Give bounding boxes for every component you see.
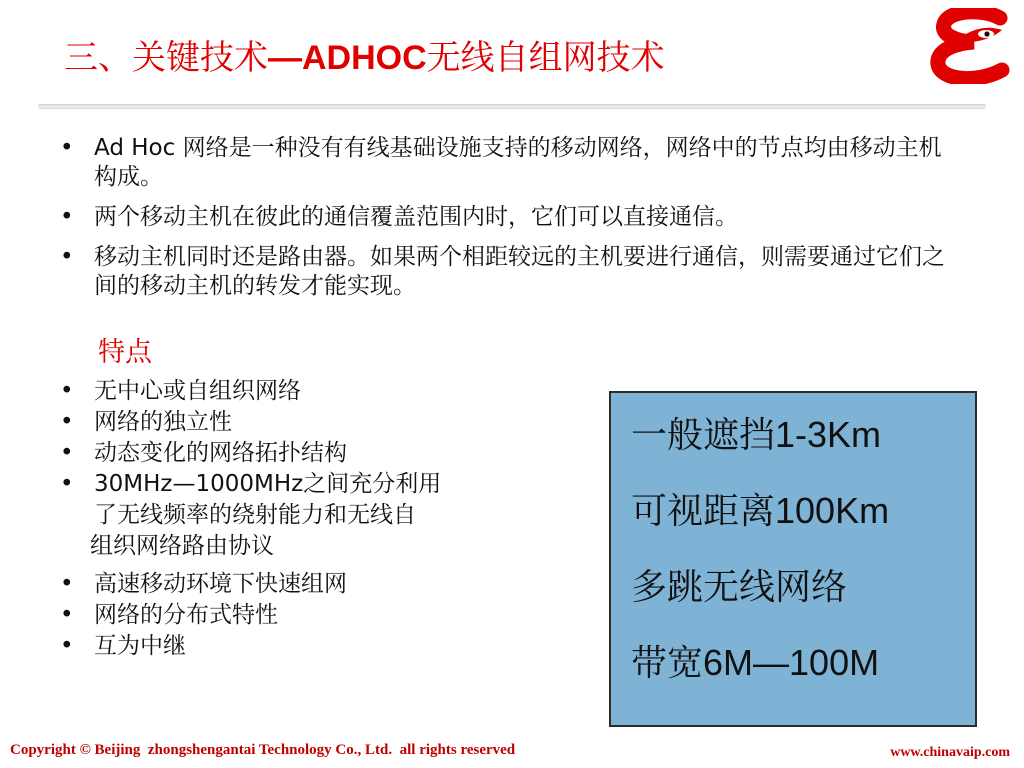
feature-item xyxy=(58,632,598,663)
feature-text: 高速移动环境下快速组网 xyxy=(94,571,347,597)
spec-label: 带宽 xyxy=(631,643,704,684)
spec-value: 100Km xyxy=(775,490,890,531)
feature-item xyxy=(58,570,598,601)
chinavaip-logo-icon xyxy=(930,8,1012,84)
spec-value: 6M—100M xyxy=(703,642,880,683)
bullet-dot: • xyxy=(60,378,74,404)
bullet-text: 两个移动主机在彼此的通信覆盖范围内时，它们可以直接通信。 xyxy=(94,204,738,230)
list-item xyxy=(58,134,958,194)
feature-item xyxy=(58,439,598,470)
bullet-dot: • xyxy=(60,471,74,497)
spec-line xyxy=(631,415,975,491)
title-prefix: 三、关键技术 xyxy=(64,38,268,78)
feature-item xyxy=(58,408,598,439)
copyright-footer: Copyright © Beijing zhongshengantai Technology Co., Ltd. all rights reserved xyxy=(10,742,516,758)
feature-item xyxy=(58,377,598,408)
list-item xyxy=(58,243,958,303)
spec-line xyxy=(631,491,975,567)
title-bold-part: —ADHOC xyxy=(268,39,427,77)
slide-title xyxy=(64,30,665,79)
feature-text: 网络的独立性 xyxy=(94,409,232,435)
title-suffix: 无线自组网技术 xyxy=(426,38,665,78)
spec-label: 可视距离 xyxy=(631,491,776,532)
website-link[interactable]: www.chinavaip.com xyxy=(890,745,1010,760)
feature-text: 30MHz—1000MHz之间充分利用 xyxy=(94,471,442,497)
spec-label: 多跳无线网络 xyxy=(631,567,848,608)
feature-item xyxy=(58,601,598,632)
feature-text: 互为中继 xyxy=(94,633,186,659)
bullet-text: Ad Hoc 网络是一种没有有线基础设施支持的移动网络，网络中的节点均由移动主机构成。 xyxy=(94,135,942,190)
list-item xyxy=(58,203,958,235)
intro-bullet-list xyxy=(58,134,958,303)
feature-text: 动态变化的网络拓扑结构 xyxy=(94,440,347,466)
spec-line xyxy=(631,643,975,719)
spec-line xyxy=(631,567,975,643)
bullet-dot: • xyxy=(60,244,74,270)
bullet-dot: • xyxy=(60,571,74,597)
title-divider xyxy=(38,104,986,109)
bullet-dot: • xyxy=(60,204,74,230)
spec-label: 一般遮挡 xyxy=(631,415,776,456)
feature-continuation: 组织网络路由协议 xyxy=(90,533,274,559)
features-list xyxy=(58,377,598,663)
bullet-dot: • xyxy=(60,602,74,628)
bullet-dot: • xyxy=(60,409,74,435)
feature-continuation: 了无线频率的绕射能力和无线自 xyxy=(94,502,416,528)
features-heading: 特点 xyxy=(98,337,152,368)
spec-value: 1-3Km xyxy=(775,414,882,455)
specs-box xyxy=(609,391,977,727)
bullet-dot: • xyxy=(60,633,74,659)
bullet-dot: • xyxy=(60,440,74,466)
bullet-text: 移动主机同时还是路由器。如果两个相距较远的主机要进行通信，则需要通过它们之间的移动主机的转发才能实现。 xyxy=(94,244,945,299)
feature-text: 网络的分布式特性 xyxy=(94,602,278,628)
bullet-dot: • xyxy=(60,135,74,161)
feature-text: 无中心或自组织网络 xyxy=(94,378,301,404)
feature-item xyxy=(58,470,598,501)
